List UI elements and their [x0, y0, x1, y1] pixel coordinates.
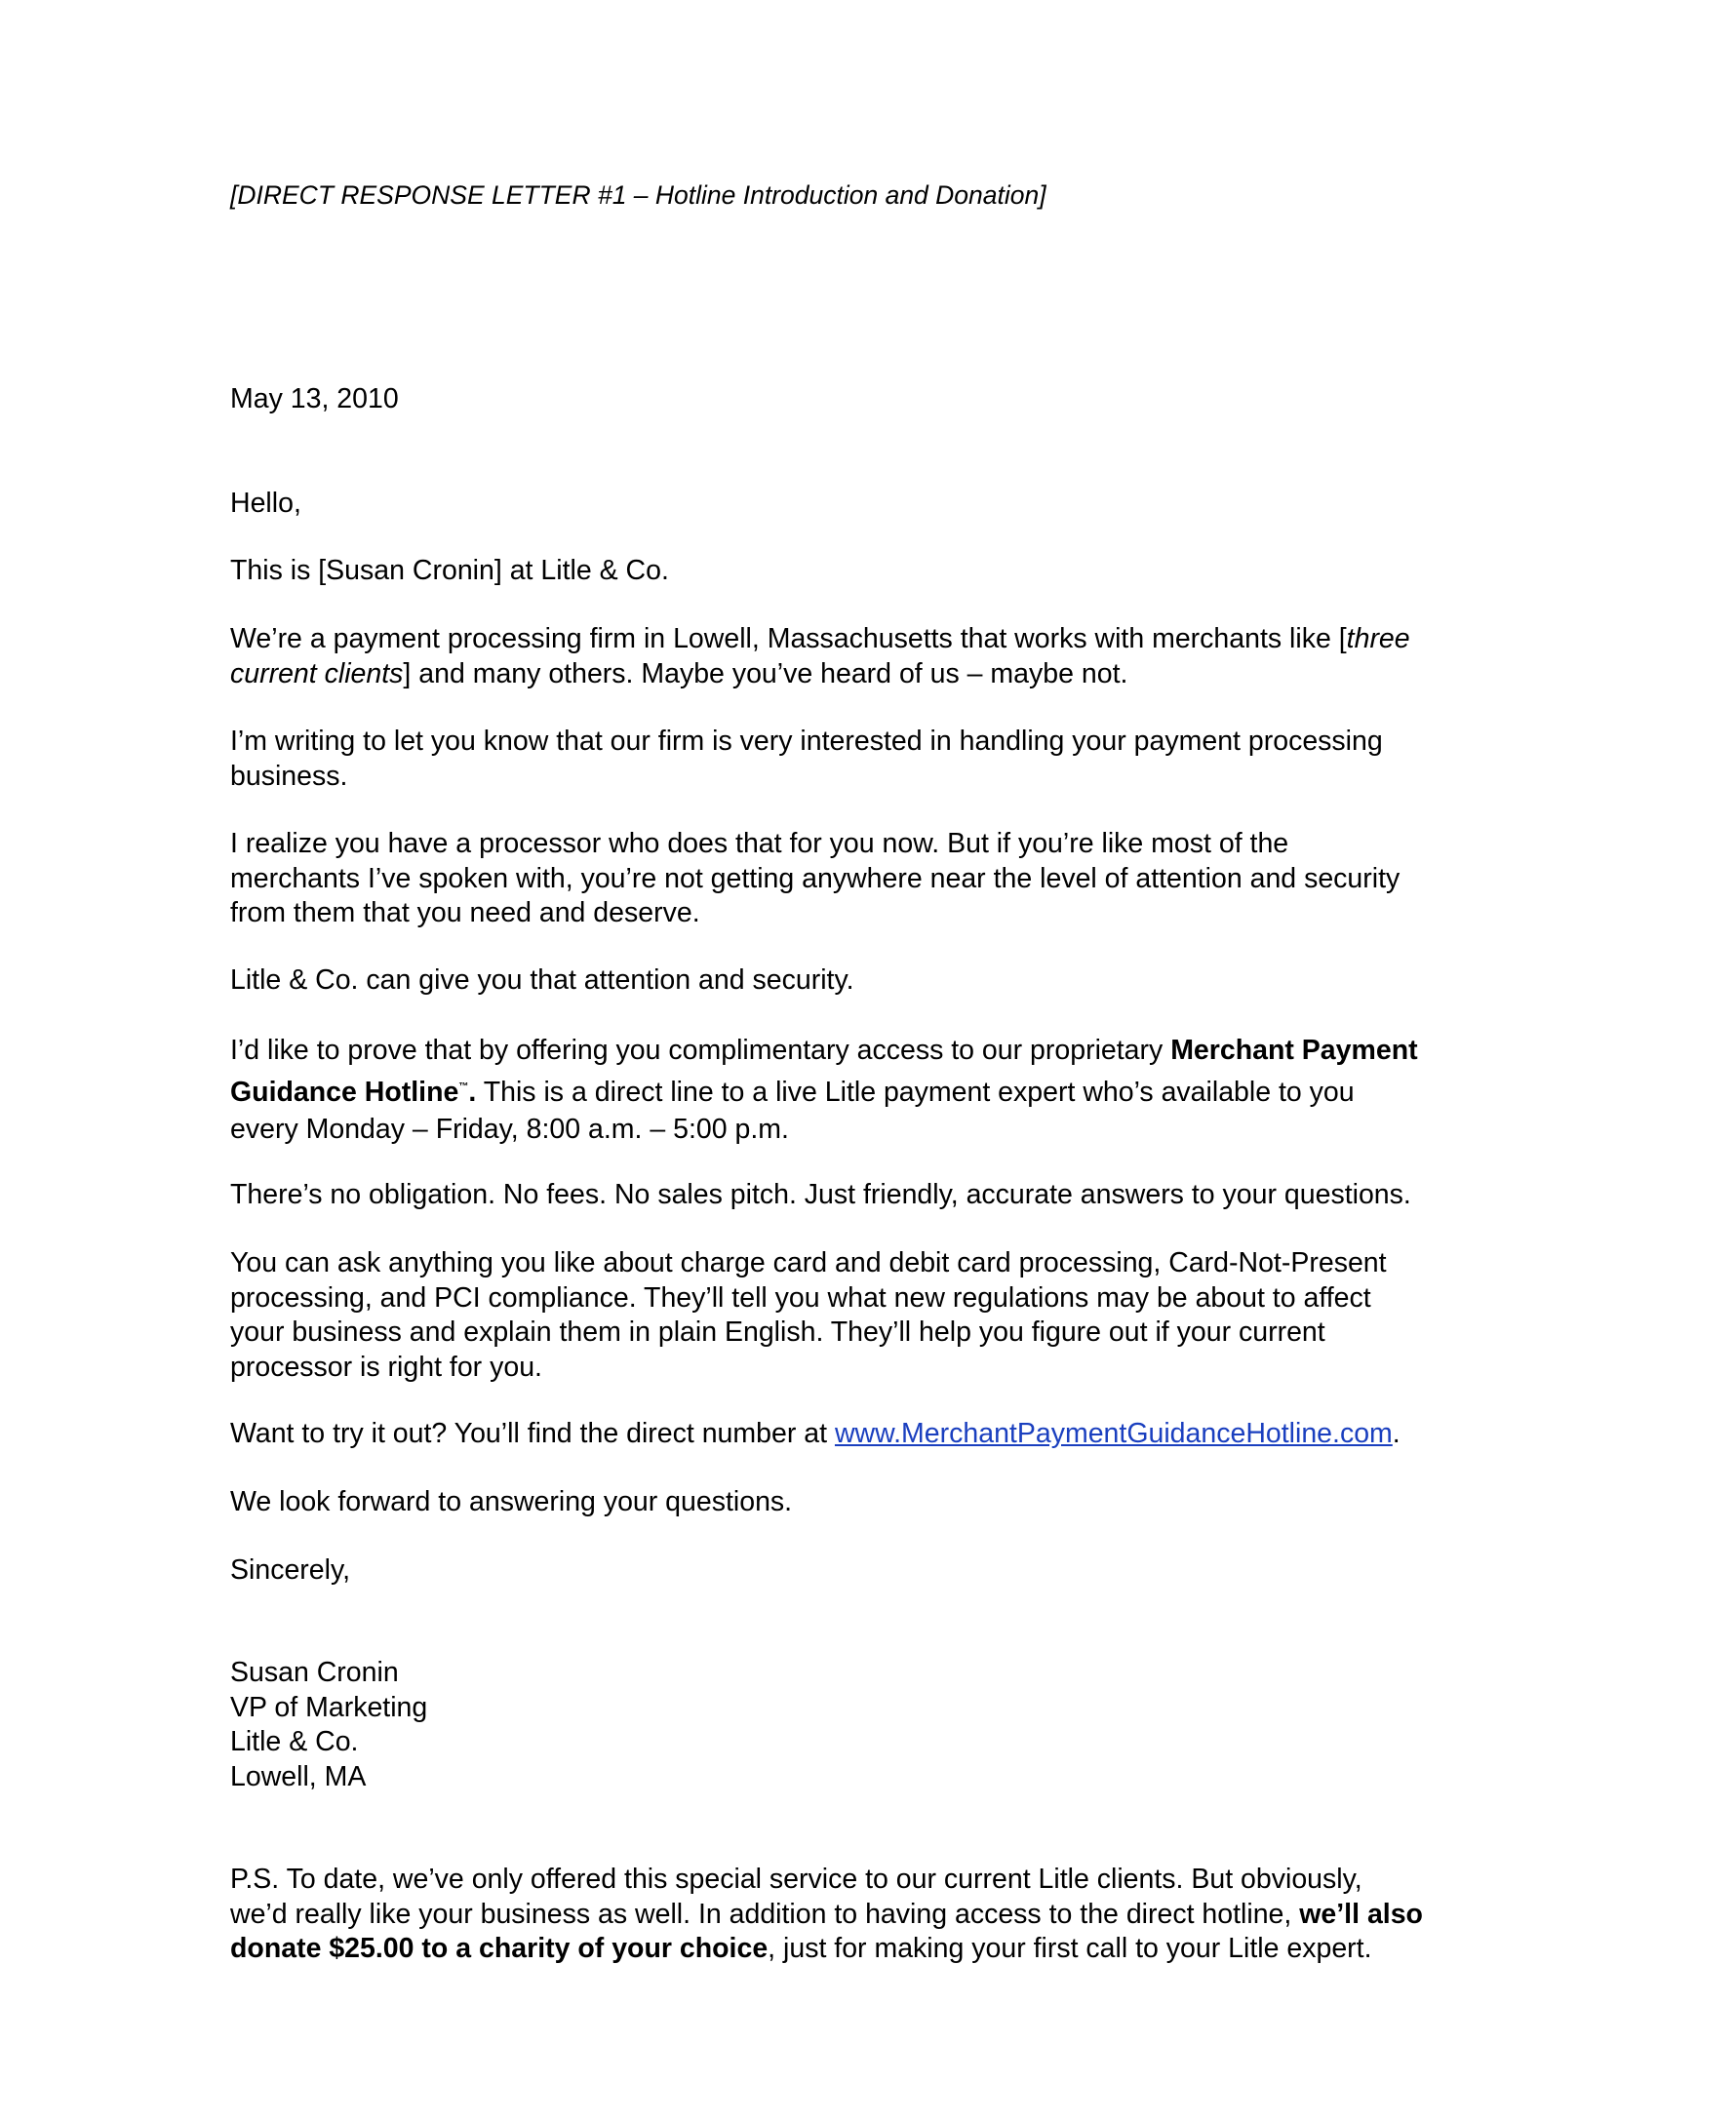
signature-block	[230, 1656, 1537, 1794]
paragraph-line: your business and explain them in plain English. They’ll help you figure out if your current	[230, 1316, 1325, 1348]
paragraph-hotline	[230, 1032, 1537, 1148]
paragraph-text: We’re a payment processing firm in Lowell, Massachusetts that works with merchants like [	[230, 623, 1347, 654]
paragraph-text: I’d like to prove that by offering you complimentary access to our proprietary	[230, 1035, 1171, 1066]
trademark-symbol: ™	[458, 1081, 469, 1092]
paragraph-text: ] and many others. Maybe you’ve heard of us – maybe not.	[403, 657, 1128, 689]
paragraph-obligation: There’s no obligation. No fees. No sales pitch. Just friendly, accurate answers to your questions.	[230, 1179, 1411, 1210]
paragraph-text: we’d really like your business as well. In addition to having access to the direct hotline,	[230, 1898, 1300, 1930]
donation-offer-bold: donate $25.00 to a charity of your choice	[230, 1933, 769, 1964]
signature-company: Litle & Co.	[230, 1726, 359, 1757]
paragraph-text: .	[1392, 1418, 1401, 1449]
signature-name: Susan Cronin	[230, 1657, 399, 1688]
paragraph-ask	[230, 1246, 1537, 1385]
paragraph-forward: We look forward to answering your questions.	[230, 1486, 793, 1517]
paragraph-line: processor is right for you.	[230, 1351, 542, 1383]
paragraph-try	[230, 1417, 1401, 1451]
paragraph-line: from them that you need and deserve.	[230, 897, 700, 928]
paragraph-line: I realize you have a processor who does that for you now. But if you’re like most of the	[230, 828, 1289, 859]
paragraph-line: processing, and PCI compliance. They’ll tell you what new regulations may be about to affect	[230, 1281, 1371, 1314]
placeholder-italic: three	[1346, 623, 1410, 654]
hotline-name-bold: Merchant Payment	[1170, 1035, 1418, 1066]
closing: Sincerely,	[230, 1554, 351, 1586]
signature-title: VP of Marketing	[230, 1691, 428, 1723]
paragraph-line: I’m writing to let you know that our firm is very interested in handling your payment processing	[230, 726, 1383, 757]
donation-offer-bold: we’ll also	[1299, 1898, 1423, 1930]
paragraph-text: .	[468, 1077, 477, 1108]
postscript	[230, 1863, 1537, 1967]
paragraph-text: This is a direct line to a live Litle payment expert who’s available to you	[476, 1077, 1355, 1108]
paragraph-text: , just for making your first call to your Litle expert.	[768, 1933, 1372, 1964]
paragraph-line: merchants I’ve spoken with, you’re not getting anywhere near the level of attention and security	[230, 862, 1401, 894]
signature-location: Lowell, MA	[230, 1760, 367, 1792]
paragraph-line: every Monday – Friday, 8:00 a.m. – 5:00 p.m.	[230, 1114, 789, 1145]
letter-header-label: [DIRECT RESPONSE LETTER #1 – Hotline Introduction and Donation]	[230, 180, 1046, 210]
paragraph-line: P.S. To date, we’ve only offered this special service to our current Litle clients. But obviously,	[230, 1864, 1362, 1895]
paragraph-line: business.	[230, 760, 348, 792]
paragraph-line: You can ask anything you like about charge card and debit card processing, Card-Not-Present	[230, 1247, 1387, 1278]
paragraph-text: Want to try it out? You’ll find the direct number at	[230, 1418, 835, 1449]
greeting: Hello,	[230, 488, 301, 519]
paragraph-firm	[230, 622, 1537, 691]
placeholder-italic: current clients	[230, 657, 404, 689]
letter-date: May 13, 2010	[230, 383, 399, 414]
hotline-website-link[interactable]: www.MerchantPaymentGuidanceHotline.com	[834, 1418, 1393, 1449]
hotline-name-bold: Guidance Hotline	[230, 1077, 459, 1108]
intro-line: This is [Susan Cronin] at Litle & Co.	[230, 555, 669, 586]
paragraph-interest	[230, 725, 1537, 794]
paragraph-attention: Litle & Co. can give you that attention and security.	[230, 964, 854, 996]
paragraph-processor	[230, 827, 1537, 931]
